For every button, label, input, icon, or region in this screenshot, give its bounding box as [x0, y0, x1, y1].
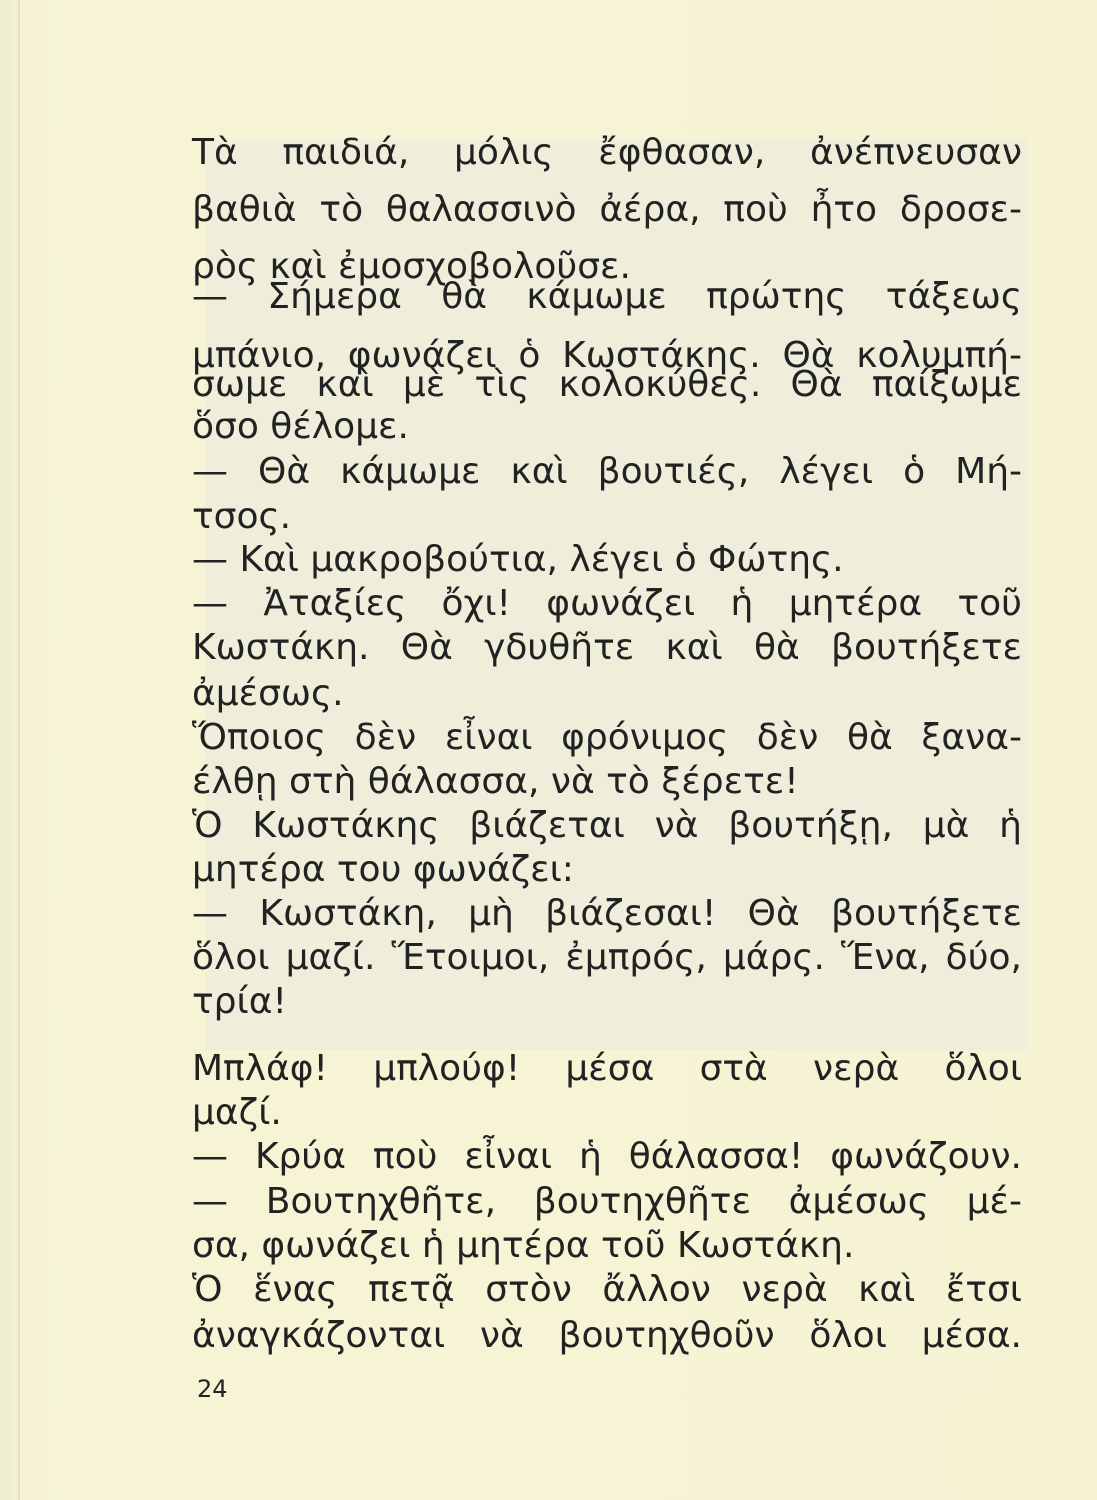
text-line: ρὸς καὶ ἐμοσχοβολοῦσε.	[192, 246, 631, 287]
text-line: — Κωστάκη, μὴ βιάζεσαι! Θὰ βουτήξετε	[192, 893, 1022, 934]
text-line: — Θὰ κάμωμε καὶ βουτιές, λέγει ὁ Μή-	[192, 451, 1022, 492]
text-line: — Καὶ μακροβούτια, λέγει ὁ Φώτης.	[192, 539, 844, 580]
text-line: σα, φωνάζει ἡ μητέρα τοῦ Κωστάκη.	[192, 1225, 855, 1266]
text-line: ἀναγκάζονται νὰ βουτηχθοῦν ὅλοι μέσα.	[192, 1315, 1022, 1356]
text-line: ἀμέσως.	[192, 673, 344, 714]
text-line: — Βουτηχθῆτε, βουτηχθῆτε ἀμέσως μέ-	[192, 1181, 1022, 1222]
text-line: τρία!	[192, 981, 287, 1022]
text-line: μαζί.	[192, 1092, 282, 1133]
text-line: μπάνιο, φωνάζει ὁ Κωστάκης. Θὰ κολυμπή-	[192, 335, 1022, 376]
text-line: έλθῃ στὴ θάλασσα, νὰ τὸ ξέρετε!	[192, 761, 799, 802]
text-line: — Σήμερα θὰ κάμωμε πρώτης τάξεως	[192, 276, 1022, 317]
text-line: Ὁ ἕνας πετᾷ στὸν ἄλλον νερὰ καὶ ἔτσι	[192, 1269, 1022, 1310]
text-line: — Κρύα ποὺ εἶναι ἡ θάλασσα! φωνάζουν.	[192, 1136, 1022, 1177]
text-line: ὅλοι μαζί. Ἕτοιμοι, ἐμπρός, μάρς. Ἕνα, δύο,	[192, 937, 1022, 978]
text-line: Μπλάφ! μπλούφ! μέσα στὰ νερὰ ὅλοι	[192, 1048, 1022, 1089]
text-line: Κωστάκη. Θὰ γδυθῆτε καὶ θὰ βουτήξετε	[192, 627, 1022, 668]
text-line: ὅσο θέλομε.	[192, 406, 409, 447]
text-line: μητέρα του φωνάζει:	[192, 849, 574, 890]
text-line: Ὅποιος δὲν εἶναι φρόνιμος δὲν θὰ ξανα-	[192, 717, 1022, 758]
text-line: — Ἀταξίες ὄχι! φωνάζει ἡ μητέρα τοῦ	[192, 583, 1022, 624]
text-line: τσος.	[192, 496, 292, 537]
text-line: σωμε καὶ μὲ τὶς κολοκύθες. Θὰ παίξωμε	[192, 364, 1022, 405]
page-gutter	[18, 0, 20, 1500]
text-line: Ὁ Κωστάκης βιάζεται νὰ βουτήξῃ, μὰ ἡ	[192, 805, 1022, 846]
page-number: 24	[197, 1375, 228, 1403]
text-line: Τὰ παιδιά, μόλις ἔφθασαν, ἀνέπνευσαν	[192, 132, 1022, 173]
text-line: βαθιὰ τὸ θαλασσινὸ ἀέρα, ποὺ ἦτο δροσε-	[192, 189, 1022, 230]
